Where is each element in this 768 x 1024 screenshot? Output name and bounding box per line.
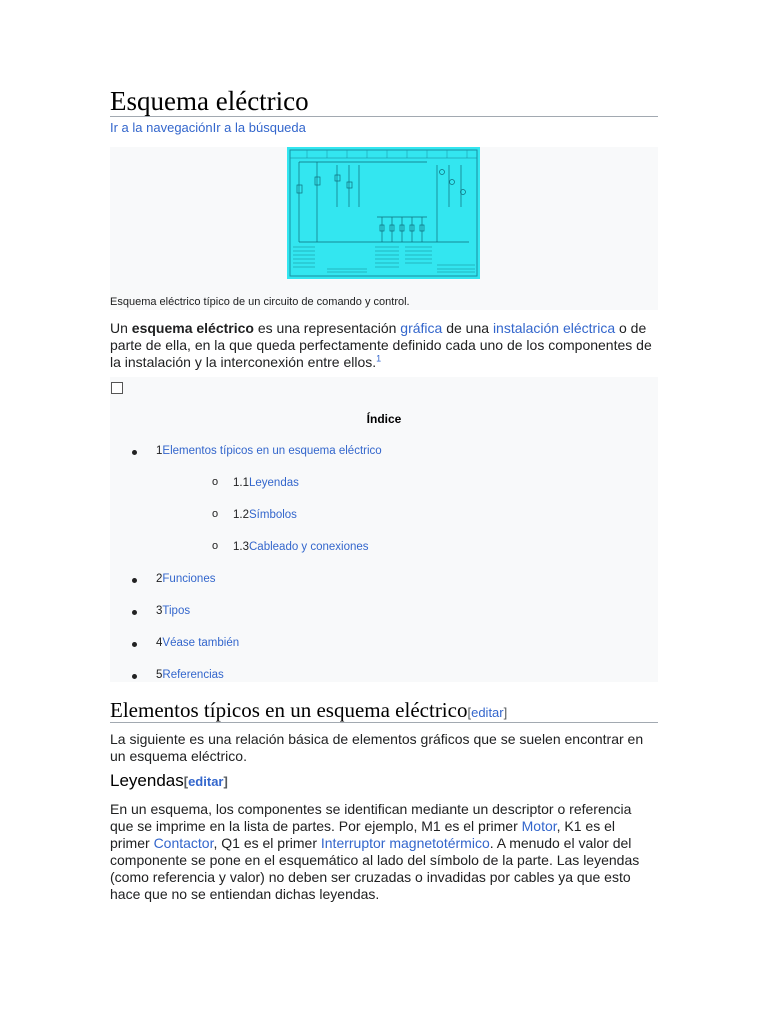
toc-item-1-1[interactable] — [233, 476, 299, 490]
toc-item-5[interactable] — [156, 668, 224, 682]
toc-number: 1.3 — [233, 541, 249, 553]
edit-bracket: [ — [183, 774, 189, 789]
toc-number: 1.2 — [233, 509, 249, 521]
edit-link[interactable]: editar — [188, 774, 224, 789]
section-paragraph: La siguiente es una relación básica de elementos gráficos que se suelen encontrar en un esquema eléctrico. — [110, 731, 644, 764]
edit-bracket: [ — [467, 705, 472, 720]
toc-item-1-2[interactable] — [233, 508, 297, 522]
toc-link[interactable]: Referencias — [162, 669, 224, 681]
intro-text: Un — [110, 320, 132, 336]
bullet-icon — [132, 450, 137, 455]
edit-subsection-link[interactable] — [184, 774, 228, 789]
edit-bracket: ] — [503, 705, 508, 720]
toc-link[interactable]: Tipos — [162, 605, 191, 617]
intro-text: de una — [442, 320, 493, 336]
bullet-icon — [132, 674, 137, 679]
leyendas-text: , Q1 es el primer — [213, 835, 321, 851]
nav-link[interactable]: Ir a la navegación — [110, 120, 213, 135]
reference-link[interactable]: 1 — [376, 353, 382, 364]
intro-text: o de parte de ella, en la que queda perfectamente definido cada uno de los componentes de la instalación y la interconexión entre ellos. — [110, 320, 652, 370]
bullet-icon — [132, 642, 137, 647]
title-divider — [110, 116, 658, 117]
edit-link[interactable]: editar — [471, 705, 504, 720]
toc-item-1[interactable] — [156, 444, 382, 458]
bullet-icon — [132, 578, 137, 583]
subsection-heading-text: Leyendas — [110, 771, 184, 790]
toc-number: 1.1 — [233, 477, 249, 489]
accessibility-links — [110, 120, 306, 136]
toc-number: 2 — [156, 573, 163, 585]
toc-link[interactable]: Leyendas — [249, 477, 299, 489]
intro-term: esquema eléctrico — [131, 320, 254, 336]
section-heading-text: Elementos típicos en un esquema eléctrico — [110, 698, 468, 722]
bullet-icon — [132, 610, 137, 615]
toc-item-2[interactable] — [156, 572, 215, 586]
sub-bullet-icon: o — [212, 540, 219, 552]
toc-item-1-3[interactable] — [233, 540, 369, 554]
figure-caption: Esquema eléctrico típico de un circuito de comando y control. — [110, 296, 410, 308]
toc-number: 4 — [156, 637, 163, 649]
leyendas-text: , K1 es el primer — [110, 818, 616, 851]
contactor-link[interactable]: Contactor — [153, 835, 214, 851]
toc-link[interactable]: Símbolos — [249, 509, 297, 521]
electrical-schematic-image[interactable] — [287, 147, 480, 279]
toc-number: 3 — [156, 605, 163, 617]
instalacion-electrica-link[interactable]: instalación eléctrica — [492, 320, 616, 336]
edit-bracket: ] — [223, 774, 228, 789]
table-of-contents — [110, 377, 658, 682]
toc-number: 5 — [156, 669, 163, 681]
toc-title: Índice — [366, 412, 402, 426]
toc-link[interactable]: Véase también — [162, 637, 240, 649]
sub-bullet-icon: o — [212, 508, 219, 520]
motor-link[interactable]: Motor — [521, 818, 557, 834]
toc-toggle-checkbox[interactable] — [111, 382, 123, 394]
toc-link[interactable]: Elementos típicos en un esquema eléctrico — [162, 445, 382, 457]
intro-text: es una representación — [253, 320, 401, 336]
leyendas-text: . A menudo el valor del componente se pone en el esquemático al lado del símbolo de la parte. Las leyendas (como referencia y valor) no deben ser cruzadas o invadidas por cables ya que esto hace que no se entiendan dichas leyendas. — [110, 835, 640, 902]
page-title: Esquema eléctrico — [110, 86, 309, 116]
toc-link[interactable]: Cableado y conexiones — [249, 541, 369, 553]
leyendas-text: En un esquema, los componentes se identifican mediante un descriptor o referencia que se imprime en la lista de partes. Por ejemplo, M1 es el primer — [110, 801, 632, 834]
toc-number: 1 — [156, 445, 163, 457]
search-link[interactable]: Ir a la búsqueda — [212, 120, 306, 135]
figure — [110, 147, 658, 310]
toc-item-4[interactable] — [156, 636, 239, 650]
leyendas-paragraph — [110, 801, 658, 903]
toc-item-3[interactable] — [156, 604, 190, 618]
toc-link[interactable]: Funciones — [162, 573, 216, 585]
sub-bullet-icon: o — [212, 476, 219, 488]
intro-paragraph — [110, 320, 658, 371]
section-divider — [110, 722, 658, 723]
subsection-heading — [110, 770, 228, 793]
interruptor-link[interactable]: Interruptor magnetotérmico — [320, 835, 490, 851]
grafica-link[interactable]: gráfica — [400, 320, 443, 336]
edit-section-link[interactable] — [467, 705, 507, 720]
